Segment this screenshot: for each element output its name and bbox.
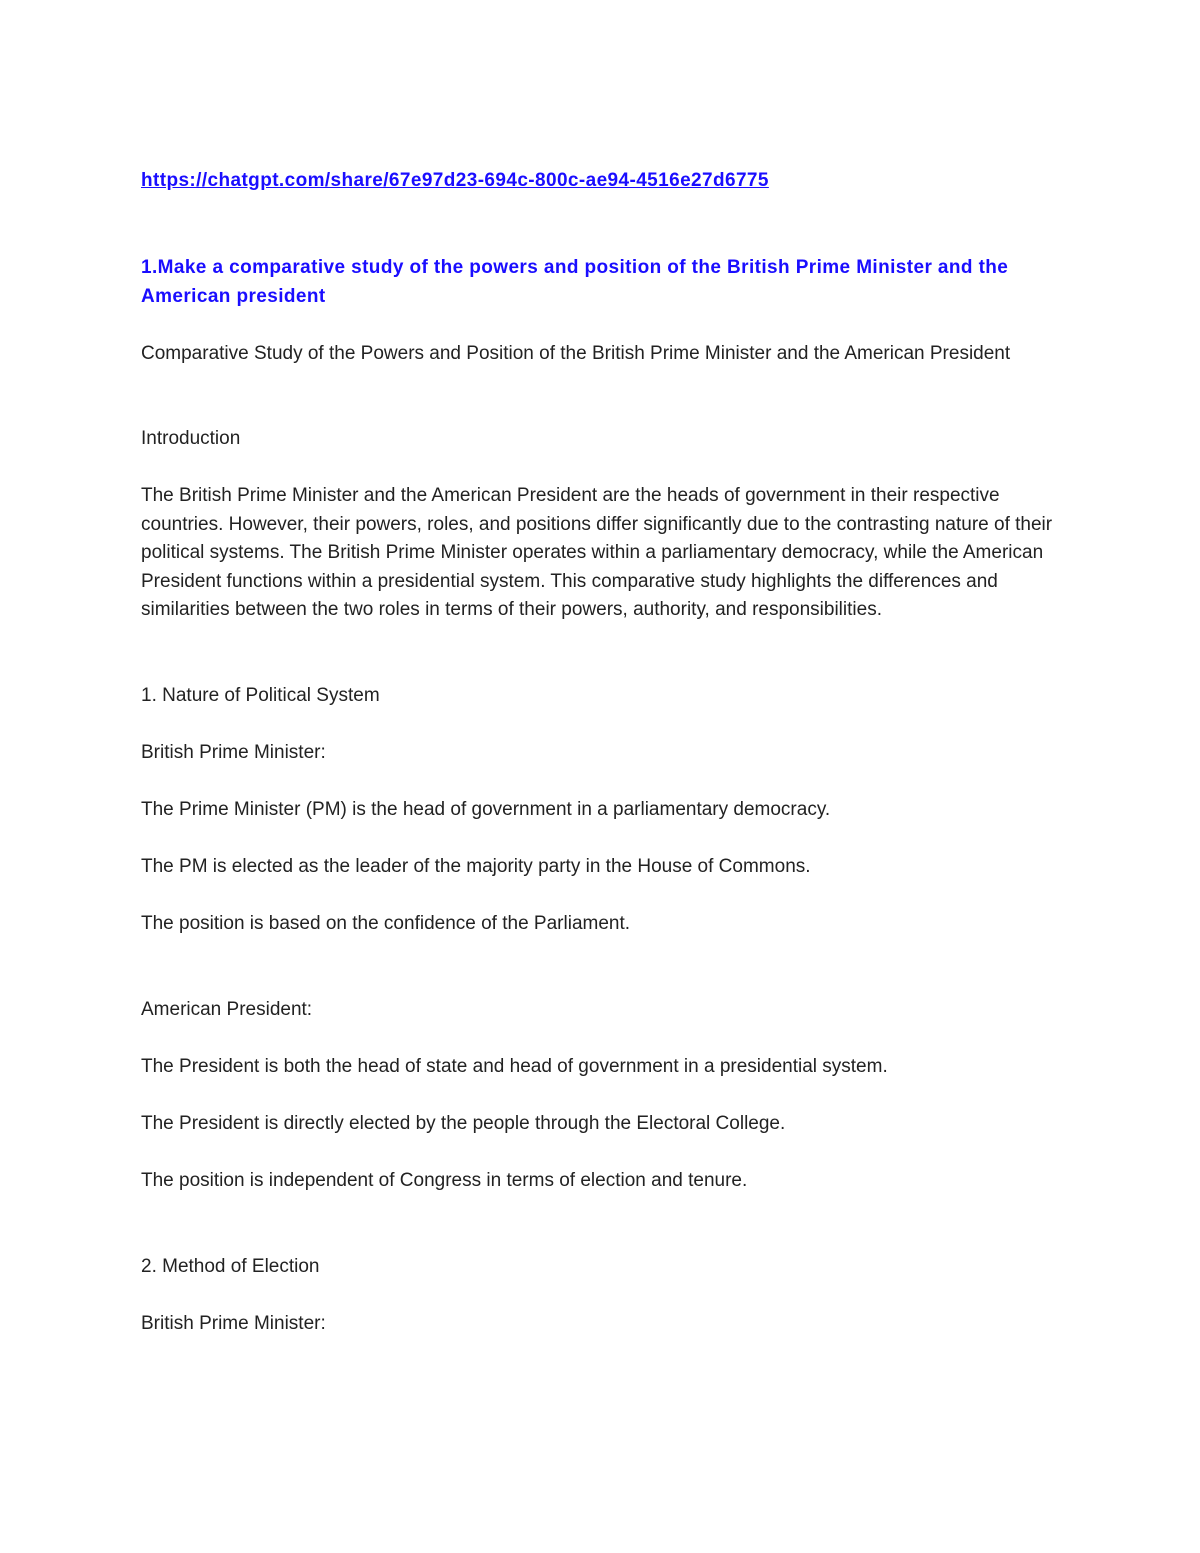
section1-american-point-2: The President is directly elected by the people through the Electoral College. [141, 1113, 786, 1134]
section1-british-point-3: The position is based on the confidence of the Parliament. [141, 913, 631, 934]
section1-british-point-2: The PM is elected as the leader of the majority party in the House of Commons. [141, 856, 811, 877]
chatgpt-share-link[interactable]: https://chatgpt.com/share/67e97d23-694c-800c-ae94-4516e27d6775 [141, 170, 769, 191]
section2-british-label: British Prime Minister: [141, 1313, 326, 1334]
study-title: Comparative Study of the Powers and Position of the British Prime Minister and the American President [141, 343, 1011, 364]
section1-american-point-1: The President is both the head of state and head of government in a presidential system. [141, 1056, 888, 1077]
introduction-heading: Introduction [141, 428, 241, 449]
question-heading: 1.Make a comparative study of the powers and position of the British Prime Minister and the American president [141, 257, 1009, 307]
section1-american-point-3: The position is independent of Congress in terms of election and tenure. [141, 1170, 748, 1191]
section1-british-label: British Prime Minister: [141, 742, 326, 763]
section2-heading: 2. Method of Election [141, 1256, 320, 1277]
section1-heading: 1. Nature of Political System [141, 685, 380, 706]
introduction-paragraph: The British Prime Minister and the American President are the heads of government in their respective countries. However, their powers, roles, and positions differ significantly due to the contrasting nature of their political systems. The British Prime Minister operates within a parliamentary democracy, while the American President functions within a presidential system. This comparative study highlights the differences and similarities between the two roles in terms of their powers, authority, and responsibilities. [141, 485, 1053, 620]
section1-british-point-1: The Prime Minister (PM) is the head of government in a parliamentary democracy. [141, 799, 831, 820]
section1-american-label: American President: [141, 999, 313, 1020]
